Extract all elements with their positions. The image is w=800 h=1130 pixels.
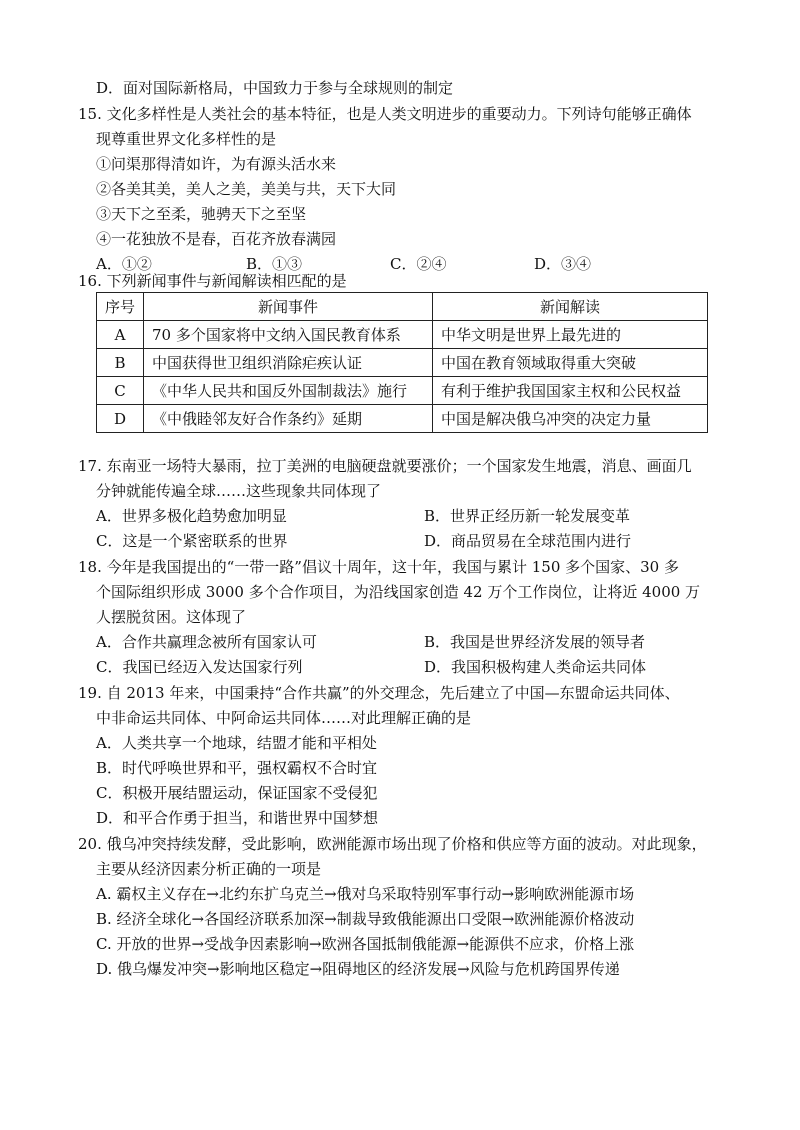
q15-item-2: ②各美其美，美人之美，美美与共，天下大同 [96, 180, 397, 198]
q15-option-c: C．②④ [390, 255, 447, 273]
q15-item-3: ③天下之至柔，驰骋天下之至坚 [96, 205, 307, 223]
table-row [97, 321, 708, 349]
q15-stem-line1: 15. 文化多样性是人类社会的基本特征，也是人类文明进步的重要动力。下列诗句能够正确体 [78, 105, 692, 123]
row-interpretation: 中华文明是世界上最先进的 [433, 321, 708, 349]
table-header-row [97, 293, 708, 321]
row-index: A [97, 321, 144, 349]
q20-stem-line2: 主要从经济因素分析正确的一项是 [96, 860, 322, 878]
q20-stem-line1: 20. 俄乌冲突持续发酵，受此影响，欧洲能源市场出现了价格和供应等方面的波动。对此现象， [78, 835, 707, 853]
q15-stem-line2: 现尊重世界文化多样性的是 [96, 130, 277, 148]
q17-stem-line2: 分钟就能传遍全球……这些现象共同体现了 [96, 482, 382, 500]
q17-option-b: B．世界正经历新一轮发展变革 [424, 507, 631, 525]
q20-option-d: D. 俄乌爆发冲突→影响地区稳定→阻碍地区的经济发展→风险与危机跨国界传递 [96, 960, 620, 978]
q19-stem-line1: 19. 自 2013 年来，中国秉持“合作共赢”的外交理念，先后建立了中国—东盟命运共同体、 [78, 684, 680, 702]
q15-option-a: A．①② [96, 255, 152, 273]
header-interpretation: 新闻解读 [433, 293, 708, 321]
row-index: B [97, 349, 144, 377]
table-row [97, 377, 708, 405]
news-table [96, 292, 708, 433]
q19-option-d: D．和平合作勇于担当，和谐世界中国梦想 [96, 809, 379, 827]
row-index: C [97, 377, 144, 405]
q15-item-1: ①问渠那得清如许，为有源头活水来 [96, 155, 337, 173]
row-event: 《中俄睦邻友好合作条约》延期 [144, 405, 433, 433]
row-event: 中国获得世卫组织消除疟疾认证 [144, 349, 433, 377]
q17-option-d: D．商品贸易在全球范围内进行 [424, 532, 632, 550]
q18-stem-line3: 人摆脱贫困。这体现了 [96, 608, 247, 626]
q14-option-d: D．面对国际新格局，中国致力于参与全球规则的制定 [96, 79, 454, 97]
q18-stem-line2: 个国际组织形成 3000 多个合作项目，为沿线国家创造 42 万个工作岗位，让将近 4000 万 [96, 583, 701, 601]
q16-stem: 16. 下列新闻事件与新闻解读相匹配的是 [78, 272, 347, 290]
q17-option-a: A．世界多极化趋势愈加明显 [96, 507, 287, 525]
q20-option-b: B. 经济全球化→各国经济联系加深→制裁导致俄能源出口受限→欧洲能源价格波动 [96, 910, 635, 928]
q19-option-a: A．人类共享一个地球，结盟才能和平相处 [96, 734, 377, 752]
q18-option-d: D．我国积极构建人类命运共同体 [424, 658, 647, 676]
q20-option-c: C. 开放的世界→受战争因素影响→欧洲各国抵制俄能源→能源供不应求，价格上涨 [96, 935, 635, 953]
header-index: 序号 [97, 293, 144, 321]
q20-option-a: A. 霸权主义存在→北约东扩乌克兰→俄对乌采取特别军事行动→影响欧洲能源市场 [96, 885, 635, 903]
q15-option-d: D．③④ [534, 255, 592, 273]
q18-stem-line1: 18. 今年是我国提出的“一带一路”倡议十周年，这十年，我国与累计 150 多个国家、30 多 [78, 558, 679, 576]
q18-option-a: A．合作共赢理念被所有国家认可 [96, 633, 317, 651]
row-interpretation: 有利于维护我国国家主权和公民权益 [433, 377, 708, 405]
q19-option-c: C．积极开展结盟运动，保证国家不受侵犯 [96, 784, 378, 802]
row-index: D [97, 405, 144, 433]
q19-stem-line2: 中非命运共同体、中阿命运共同体……对此理解正确的是 [96, 709, 472, 727]
q15-item-4: ④一花独放不是春，百花齐放春满园 [96, 230, 337, 248]
q17-stem-line1: 17. 东南亚一场特大暴雨，拉丁美洲的电脑硬盘就要涨价；一个国家发生地震，消息、画面几 [78, 457, 692, 475]
q18-option-b: B．我国是世界经济发展的领导者 [424, 633, 646, 651]
q18-option-c: C．我国已经迈入发达国家行列 [96, 658, 303, 676]
table-row [97, 405, 708, 433]
row-interpretation: 中国是解决俄乌冲突的决定力量 [433, 405, 708, 433]
row-event: 70 多个国家将中文纳入国民教育体系 [144, 321, 433, 349]
q19-option-b: B．时代呼唤世界和平，强权霸权不合时宜 [96, 759, 378, 777]
q15-option-b: B．①③ [246, 255, 303, 273]
row-interpretation: 中国在教育领域取得重大突破 [433, 349, 708, 377]
q17-option-c: C．这是一个紧密联系的世界 [96, 532, 288, 550]
table-row [97, 349, 708, 377]
row-event: 《中华人民共和国反外国制裁法》施行 [144, 377, 433, 405]
header-event: 新闻事件 [144, 293, 433, 321]
